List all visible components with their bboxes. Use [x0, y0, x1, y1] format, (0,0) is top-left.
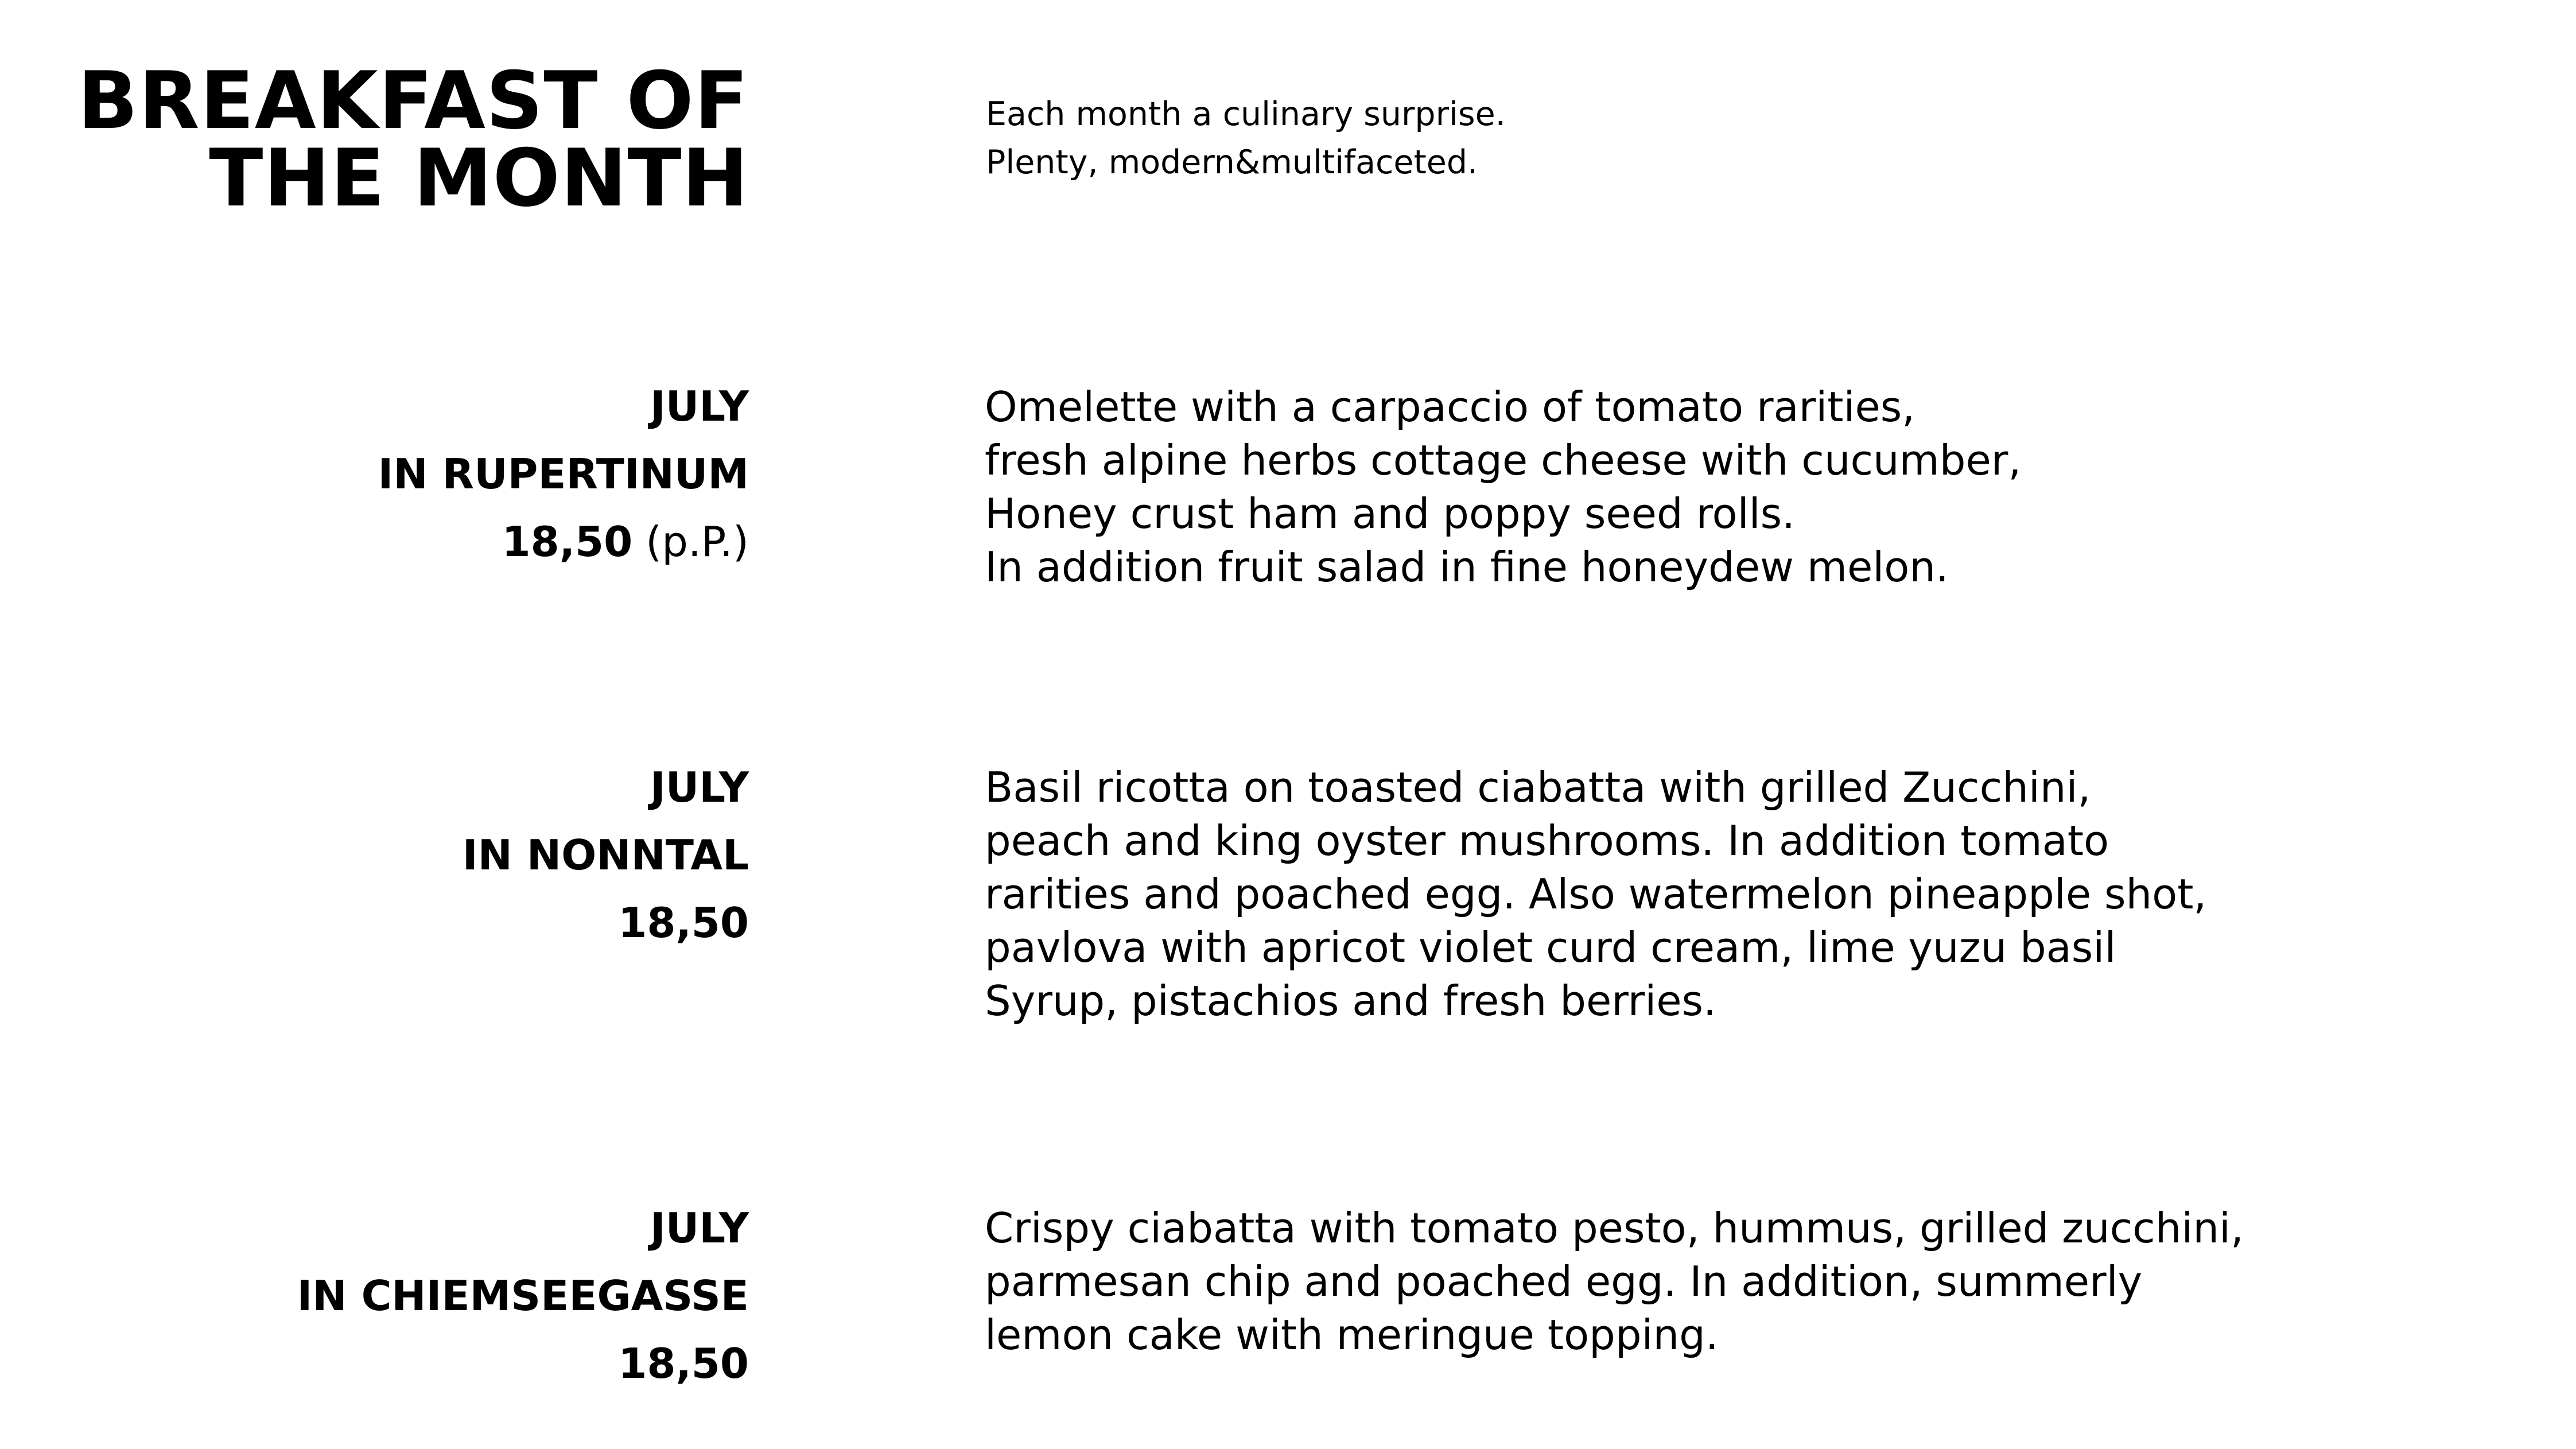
description-line: fresh alpine herbs cottage cheese with cucumber,	[985, 436, 2022, 484]
description-line: Crispy ciabatta with tomato pesto, hummus, grilled zucchini,	[985, 1204, 2244, 1252]
description-line: peach and king oyster mushrooms. In addition tomato	[985, 817, 2109, 865]
offer-nonntal-meta	[463, 753, 749, 957]
offer-rupertinum-meta	[378, 372, 749, 576]
description-line: In addition fruit salad in fine honeydew melon.	[985, 543, 1949, 591]
description-line: rarities and poached egg. Also watermelon pineapple shot,	[985, 870, 2207, 918]
page-title-line-1: BREAKFAST OF	[77, 55, 749, 147]
offer-price-note: (p.P.)	[632, 518, 749, 566]
offer-rupertinum-description	[985, 380, 2021, 594]
offer-month: JULY	[650, 1204, 749, 1252]
offer-price: 18,50	[618, 899, 749, 947]
description-line: parmesan chip and poached egg. In addition, summerly	[985, 1257, 2143, 1306]
description-line: Syrup, pistachios and fresh berries.	[985, 977, 1716, 1025]
offer-chiemseegasse-meta	[297, 1194, 749, 1397]
offer-chiemseegasse-description	[985, 1202, 2244, 1362]
page-title	[77, 55, 749, 224]
description-line: lemon cake with meringue topping.	[985, 1311, 1719, 1359]
offer-month: JULY	[650, 382, 749, 430]
tagline	[986, 90, 1506, 187]
description-line: Honey crust ham and poppy seed rolls.	[985, 490, 1796, 538]
page-title-line-2: THE MONTH	[209, 132, 749, 224]
offer-location: IN RUPERTINUM	[378, 450, 749, 498]
tagline-line-2: Plenty, modern&multifaceted.	[986, 143, 1478, 181]
offer-price-line	[378, 508, 749, 576]
offer-location: IN NONNTAL	[462, 831, 749, 879]
description-line: Basil ricotta on toasted ciabatta with grilled Zucchini,	[985, 763, 2091, 811]
offer-nonntal-description	[985, 761, 2206, 1028]
description-line: pavlova with apricot violet curd cream, lime yuzu basil	[985, 923, 2116, 972]
tagline-line-1: Each month a culinary surprise.	[986, 95, 1506, 133]
offer-location: IN CHIEMSEEGASSE	[297, 1272, 749, 1320]
offer-price: 18,50	[618, 1339, 749, 1388]
description-line: Omelette with a carpaccio of tomato rarities,	[985, 383, 1916, 431]
offer-month: JULY	[650, 763, 749, 811]
offer-price: 18,50	[502, 518, 633, 566]
